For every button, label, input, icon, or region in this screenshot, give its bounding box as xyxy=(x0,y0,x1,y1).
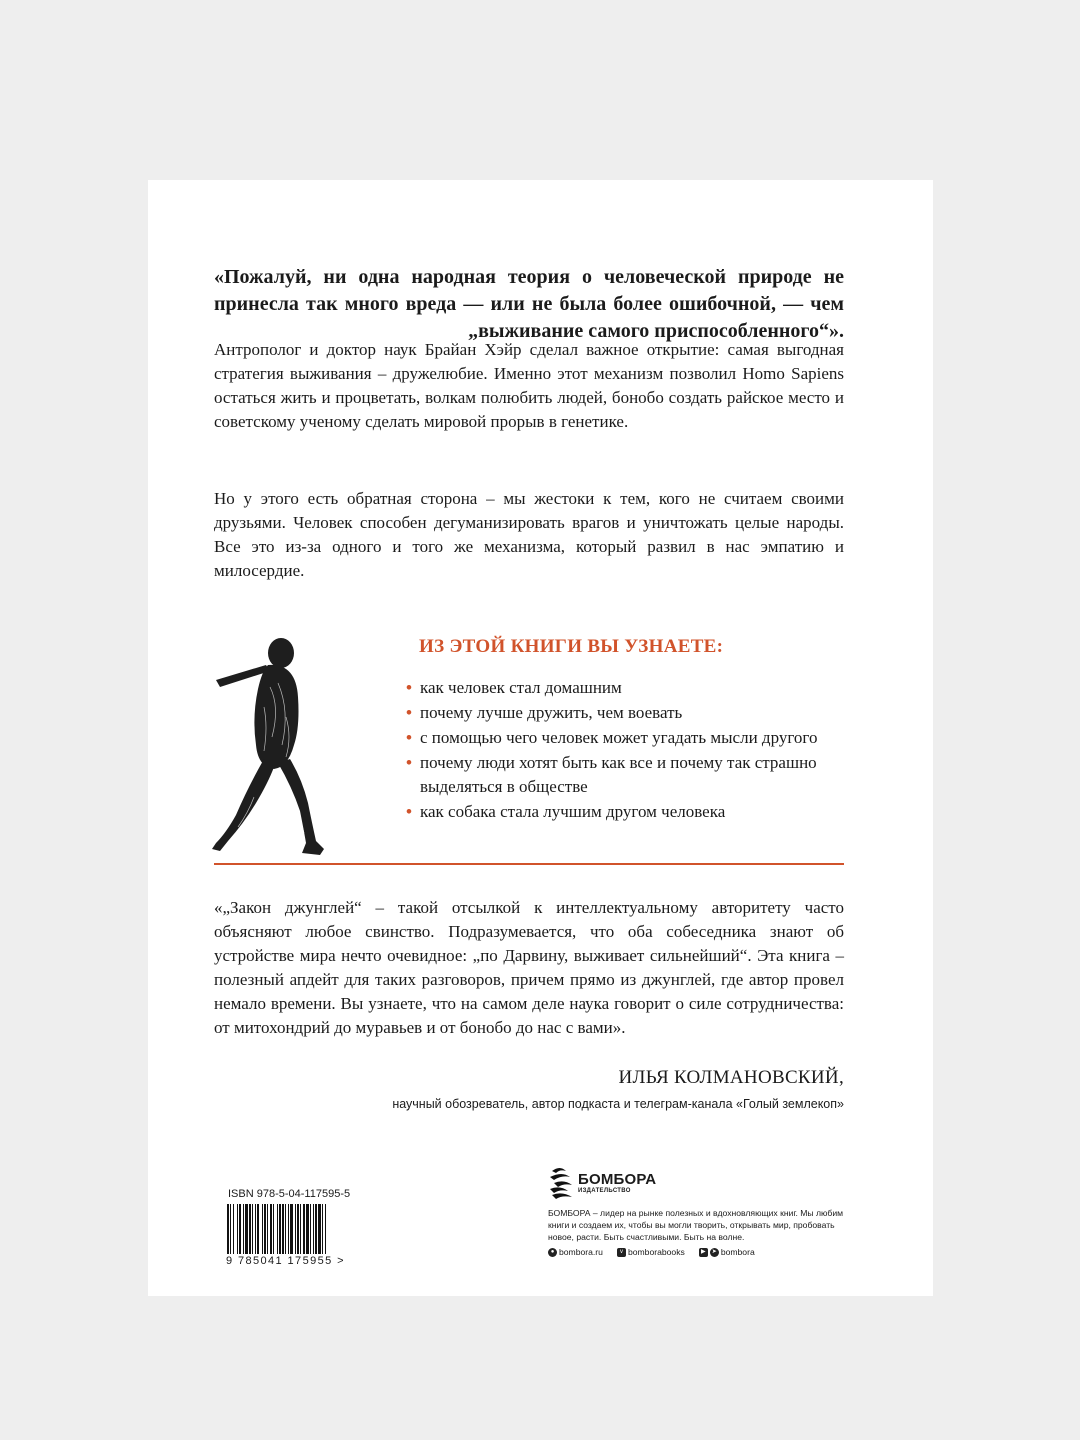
barcode-bar xyxy=(257,1204,259,1254)
barcode-bar xyxy=(267,1204,268,1254)
description-paragraph-2: Но у этого есть обратная сторона – мы жестоки к тем, кого не считаем своими друзьями. Человек способен дегуманизировать врагов и уничтожать целые народы. Все это из-за одного и того же механизма, который развил в нас эмпатию и милосердие. xyxy=(214,489,844,580)
barcode-bar xyxy=(255,1204,256,1254)
barcode-bar xyxy=(318,1204,321,1254)
barcode-bar xyxy=(227,1204,229,1254)
barcode-bar xyxy=(282,1204,284,1254)
barcode-bar xyxy=(306,1204,309,1254)
publisher-description: БОМБОРА – лидер на рынке полезных и вдохновляющих книг. Мы любим книги и создаем их, чтобы вы могли творить, открывать мир, пробовать новое, расти. Быть счастливыми. Быть на волне. xyxy=(548,1208,844,1242)
publisher-socials xyxy=(548,1247,848,1257)
bullet-icon: • xyxy=(406,678,412,697)
barcode-bar xyxy=(233,1204,234,1254)
barcode-bar xyxy=(279,1204,281,1254)
barcode-bar xyxy=(300,1204,301,1254)
learn-item: • как собака стала лучшим другом человека xyxy=(406,800,836,824)
isbn-label: ISBN 978-5-04-117595-5 xyxy=(228,1188,351,1200)
vk-icon: v xyxy=(617,1248,626,1257)
barcode-bar xyxy=(297,1204,299,1254)
youtube-icon: ▶ xyxy=(699,1248,708,1257)
barcode-bar xyxy=(262,1204,263,1254)
barcode-bar xyxy=(245,1204,248,1254)
barcode-bar xyxy=(285,1204,286,1254)
barcode-bar xyxy=(290,1204,293,1254)
social-link[interactable]: ▶ ➤ bombora xyxy=(699,1247,755,1257)
learn-item: • с помощью чего человек может угадать мысли другого xyxy=(406,726,836,750)
publisher-subtitle: ИЗДАТЕЛЬСТВО xyxy=(578,1188,631,1194)
bombora-logo-icon xyxy=(548,1165,574,1201)
barcode-bar xyxy=(315,1204,317,1254)
description-paragraph-1: Антрополог и доктор наук Брайан Хэйр сделал важное открытие: самая выгодная стратегия выживания – дружелюбие. Именно этот механизм позволил Homo Sapiens остаться жить и процветать, волкам полюбить людей, бонобо создать райское место и советскому ученому сделать мировой прорыв в генетике. xyxy=(214,340,844,431)
barcode-bar xyxy=(239,1204,241,1254)
barcode-bar xyxy=(237,1204,238,1254)
barcode-bar xyxy=(230,1204,231,1254)
social-link[interactable]: ● bombora.ru xyxy=(548,1247,603,1257)
learn-item: • почему люди хотят быть как все и почему так страшно выделяться в обществе xyxy=(406,753,817,796)
bullet-icon: • xyxy=(406,802,412,821)
learn-item: • как человек стал домашним xyxy=(406,676,836,700)
barcode-bar xyxy=(252,1204,253,1254)
review-author: ИЛЬЯ КОЛМАНОВСКИЙ, xyxy=(618,1067,844,1088)
bullet-icon: • xyxy=(406,753,412,772)
barcode-bar xyxy=(277,1204,278,1254)
barcode-bar xyxy=(270,1204,272,1254)
barcode-bar xyxy=(310,1204,311,1254)
book-back-cover xyxy=(148,180,933,1296)
social-link[interactable]: v bomborabooks xyxy=(617,1247,685,1257)
barcode-bar xyxy=(303,1204,305,1254)
learn-item: • почему лучше дружить, чем воевать xyxy=(406,701,836,725)
accent-divider xyxy=(214,863,844,865)
publisher-name: БОМБОРА xyxy=(578,1171,657,1188)
publisher-logo xyxy=(548,1165,848,1201)
publisher-block xyxy=(548,1165,848,1257)
barcode-bar xyxy=(325,1204,326,1254)
barcode-bar xyxy=(243,1204,244,1254)
barcode-bar xyxy=(273,1204,274,1254)
barcode xyxy=(226,1204,360,1254)
barcode-bar xyxy=(288,1204,289,1254)
lead-quote: «Пожалуй, ни одна народная теория о человеческой природе не принесла так много вреда — или не была более ошибочной, — чем „выживание самого приспособленного“». xyxy=(214,266,844,342)
bullet-icon: • xyxy=(406,728,412,747)
isbn-block xyxy=(226,1188,371,1267)
barcode-digits: 9 785041 175955 > xyxy=(226,1255,345,1267)
walking-hominid-illustration xyxy=(208,627,336,867)
barcode-bar xyxy=(295,1204,296,1254)
learn-heading: ИЗ ЭТОЙ КНИГИ ВЫ УЗНАЕТЕ: xyxy=(419,636,724,657)
instagram-icon: ● xyxy=(548,1248,557,1257)
review-quote: «„Закон джунглей“ – такой отсылкой к интеллектуальному авторитету часто объясняют любое свинство. Подразумевается, что оба собеседника знают об устройстве мира нечто очевидное: „по Дарвину, выживает сильнейший“. Эта книга – полезный апдейт для таких разговоров, причем прямо из джунглей, где автор провел немало времени. Вы узнаете, что на самом деле наука говорит о силе сотрудничества: от митохондрий до муравьев и от бонобо до нас с вами». xyxy=(214,898,844,1037)
telegram-icon: ➤ xyxy=(711,1248,717,1255)
learn-list xyxy=(406,676,836,825)
barcode-bar xyxy=(264,1204,266,1254)
barcode-bar xyxy=(322,1204,323,1254)
barcode-bar xyxy=(249,1204,251,1254)
review-author-description: научный обозреватель, автор подкаста и телеграм-канала «Голый землекоп» xyxy=(392,1097,844,1111)
bullet-icon: • xyxy=(406,703,412,722)
barcode-bar xyxy=(313,1204,314,1254)
